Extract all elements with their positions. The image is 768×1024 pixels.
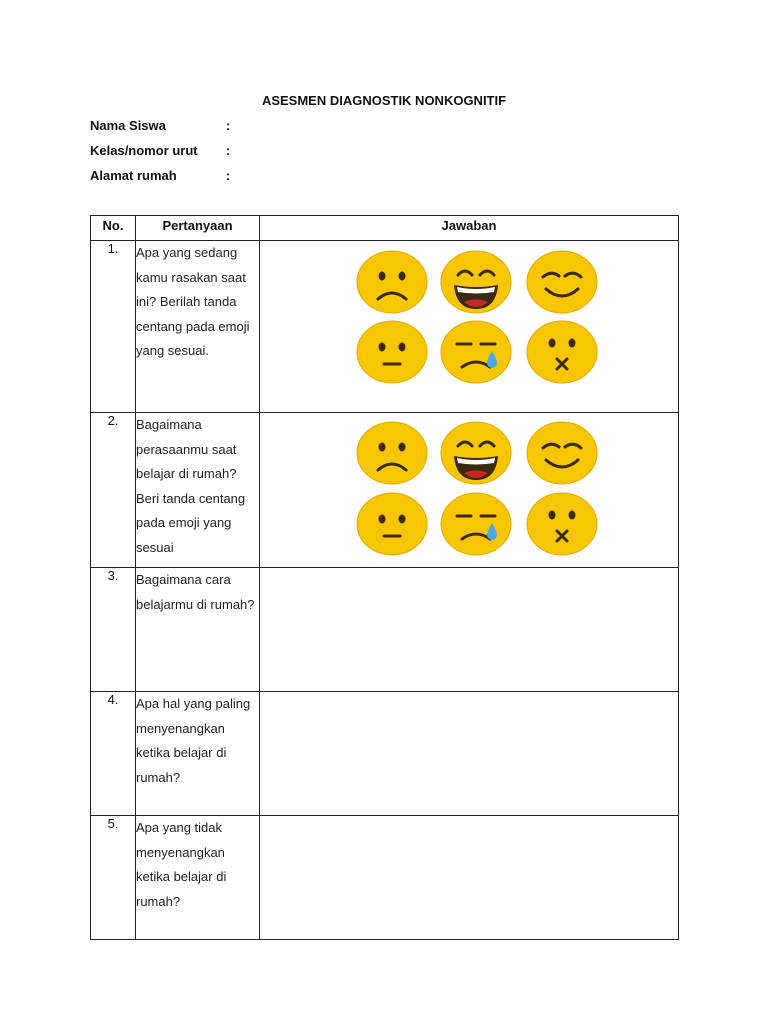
- row-question: Bagaimana perasaanmu saat belajar di rumah? Beri tanda centang pada emoji yang sesuai: [136, 413, 260, 568]
- page-title: ASESMEN DIAGNOSTIK NONKOGNITIF: [261, 93, 507, 108]
- answer-cell-5[interactable]: [260, 816, 679, 940]
- header-answer: Jawaban: [260, 216, 679, 241]
- crying-face-icon[interactable]: [440, 491, 512, 557]
- row-question: Bagaimana cara belajarmu di rumah?: [136, 568, 260, 692]
- table-row: [91, 692, 679, 816]
- laughing-face-icon[interactable]: [440, 249, 512, 315]
- answer-cell-emoji-1[interactable]: [260, 241, 679, 413]
- field-colon: :: [226, 143, 231, 158]
- mouth-x-face-icon[interactable]: [526, 319, 598, 385]
- laughing-face-icon[interactable]: [440, 420, 512, 486]
- table-row: [91, 568, 679, 692]
- answer-cell-emoji-2[interactable]: [260, 413, 679, 568]
- answer-cell-3[interactable]: [260, 568, 679, 692]
- table-row: [91, 816, 679, 940]
- field-label: Nama Siswa: [90, 118, 166, 133]
- mouth-x-face-icon[interactable]: [526, 491, 598, 557]
- row-number: 4.: [91, 692, 136, 816]
- field-colon: :: [226, 118, 231, 133]
- assessment-table: [90, 215, 679, 940]
- content-smile-face-icon[interactable]: [526, 420, 598, 486]
- answer-cell-4[interactable]: [260, 692, 679, 816]
- field-colon: :: [226, 168, 231, 183]
- sad-face-icon[interactable]: [356, 420, 428, 486]
- row-question: Apa yang tidak menyenangkan ketika belajar di rumah?: [136, 816, 260, 940]
- header-question: Pertanyaan: [136, 216, 260, 241]
- neutral-face-icon[interactable]: [356, 319, 428, 385]
- row-number: 1.: [91, 241, 136, 413]
- neutral-face-icon[interactable]: [356, 491, 428, 557]
- field-label: Kelas/nomor urut: [90, 143, 198, 158]
- row-number: 3.: [91, 568, 136, 692]
- field-alamat: [90, 168, 230, 183]
- crying-face-icon[interactable]: [440, 319, 512, 385]
- field-kelas: [90, 143, 230, 158]
- content-smile-face-icon[interactable]: [526, 249, 598, 315]
- sad-face-icon[interactable]: [356, 249, 428, 315]
- row-question: Apa hal yang paling menyenangkan ketika belajar di rumah?: [136, 692, 260, 816]
- field-label: Alamat rumah: [90, 168, 177, 183]
- header-no: No.: [91, 216, 136, 241]
- table-header-row: [91, 216, 679, 241]
- row-number: 2.: [91, 413, 136, 568]
- table-row: [91, 413, 679, 568]
- row-question: Apa yang sedang kamu rasakan saat ini? Berilah tanda centang pada emoji yang sesuai.: [136, 241, 260, 413]
- table-row: [91, 241, 679, 413]
- field-nama-siswa: [90, 118, 230, 133]
- row-number: 5.: [91, 816, 136, 940]
